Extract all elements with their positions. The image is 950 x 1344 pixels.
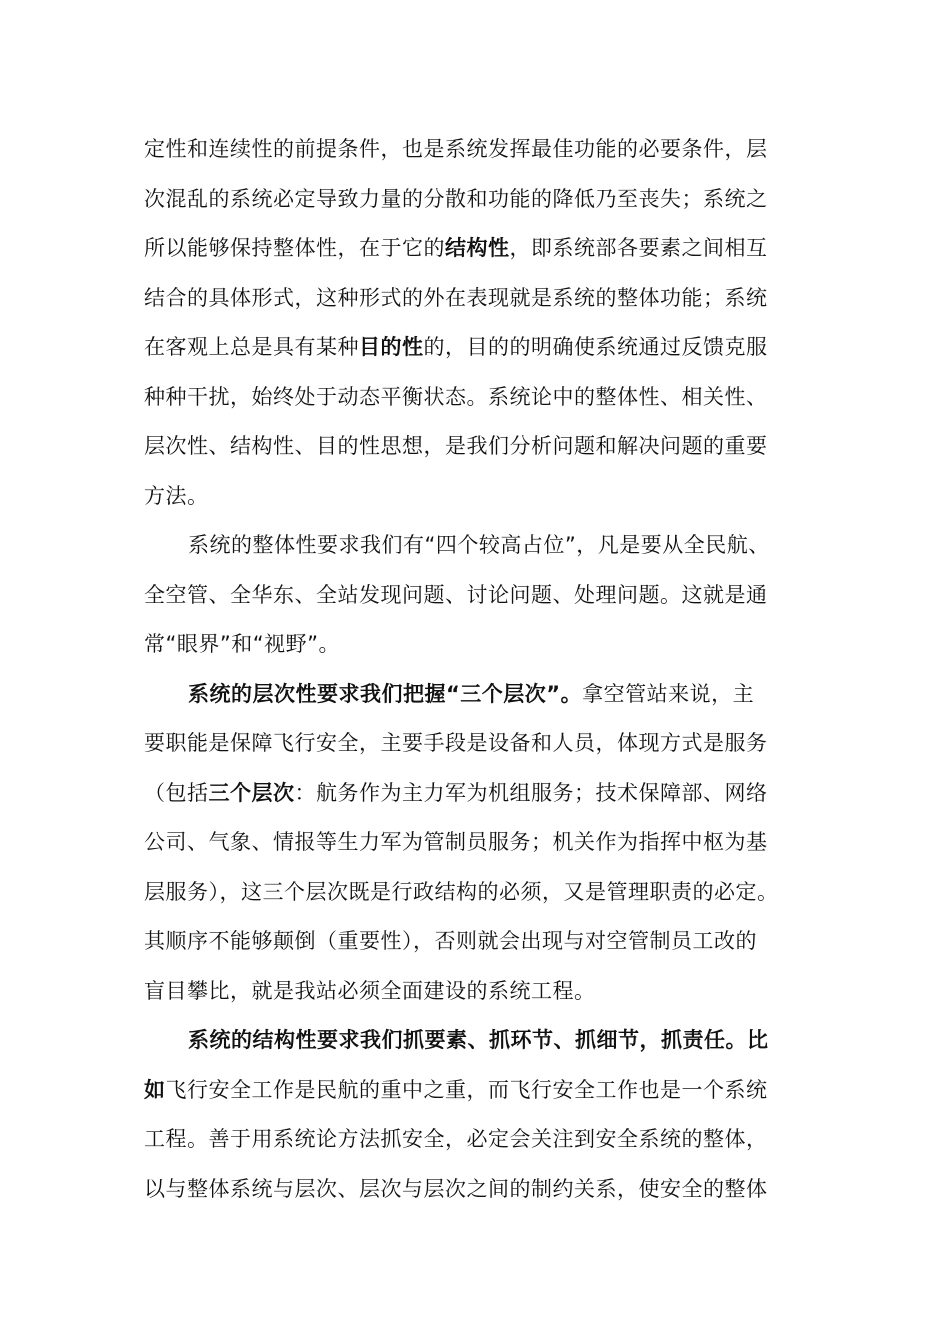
- paragraph-3-line-2: 要职能是保障飞行安全，主要手段是设备和人员，体现方式是服务: [144, 731, 768, 755]
- text-run: 在客观上总是具有某种: [144, 335, 359, 359]
- paragraph-1-line-5: [144, 323, 814, 373]
- paragraph-2-line-2: 全空管、全华东、全站发现问题、讨论问题、处理问题。这就是通: [144, 582, 768, 607]
- paragraph-3-line-1: [144, 670, 814, 720]
- text-run: 飞行安全工作是民航的重中之重，而飞行安全工作也是一个系统: [165, 1077, 768, 1102]
- text-run: 拿空管站来说，主: [582, 681, 755, 706]
- paragraph-1-line-8: 方法。: [144, 483, 209, 508]
- paragraph-3-line-5: 层服务），这三个层次既是行政结构的必须，又是管理职责的必定。: [144, 879, 779, 904]
- paragraph-2-line-1: 系统的整体性要求我们有“四个较高占位”，凡是要从全民航、: [188, 533, 770, 557]
- bold-word: 如: [144, 1077, 166, 1102]
- paragraph-4-line-4: 以与整体系统与层次、层次与层次之间的制约关系，使安全的整体: [144, 1176, 768, 1201]
- paragraph-2-line-3: 常“眼界”和“视野”。: [144, 632, 341, 656]
- paragraph-1-line-3: [144, 224, 814, 274]
- paragraph-3-line-3: [144, 769, 814, 819]
- bold-term-structure: 结构性: [445, 236, 510, 260]
- paragraph-1-line-7: 层次性、结构性、目的性思想，是我们分析问题和解决问题的重要: [144, 434, 768, 458]
- paragraph-4-line-2: [144, 1066, 814, 1116]
- bold-term-three-levels: 三个层次: [208, 780, 295, 805]
- text-run: 所以能够保持整体性，在于它的: [144, 236, 445, 260]
- paragraph-3-line-7: 盲目攀比，就是我站必须全面建设的系统工程。: [144, 978, 596, 1003]
- bold-heading-structure: 系统的结构性要求我们抓要素、抓环节、抓细节，抓责任。比: [188, 1028, 769, 1052]
- paragraph-1-line-2: 次混乱的系统必定导致力量的分散和功能的降低乃至丧失；系统之: [144, 186, 768, 211]
- paragraph-3-line-6: 其顺序不能够颠倒（重要性），否则就会出现与对空管制员工改的: [144, 929, 757, 953]
- bold-term-purpose: 目的性: [359, 335, 424, 359]
- body-text: [144, 125, 814, 1214]
- paragraph-3-line-4: 公司、气象、情报等生力军为管制员服务；机关作为指挥中枢为基: [144, 830, 768, 854]
- paragraph-1-line-6: 种种干扰，始终处于动态平衡状态。系统论中的整体性、相关性、: [144, 384, 768, 409]
- paragraph-1-line-4: 结合的具体形式，这种形式的外在表现就是系统的整体功能；系统: [144, 285, 768, 310]
- text-run: ：航务作为主力军为机组服务；技术保障部、网络: [294, 780, 768, 805]
- paragraph-4-line-1: [144, 1016, 814, 1066]
- text-run: （包括: [144, 780, 209, 805]
- text-run: ，即系统部各要素之间相互: [509, 236, 768, 260]
- text-run: 的，目的的明确使系统通过反馈克服: [423, 335, 768, 359]
- paragraph-4-line-3: 工程。善于用系统论方法抓安全，必定会关注到安全系统的整体，: [144, 1127, 768, 1151]
- paragraph-1-line-1: 定性和连续性的前提条件，也是系统发挥最佳功能的必要条件，层: [144, 137, 768, 161]
- bold-heading-hierarchy: 系统的层次性要求我们把握“三个层次”。: [188, 681, 583, 706]
